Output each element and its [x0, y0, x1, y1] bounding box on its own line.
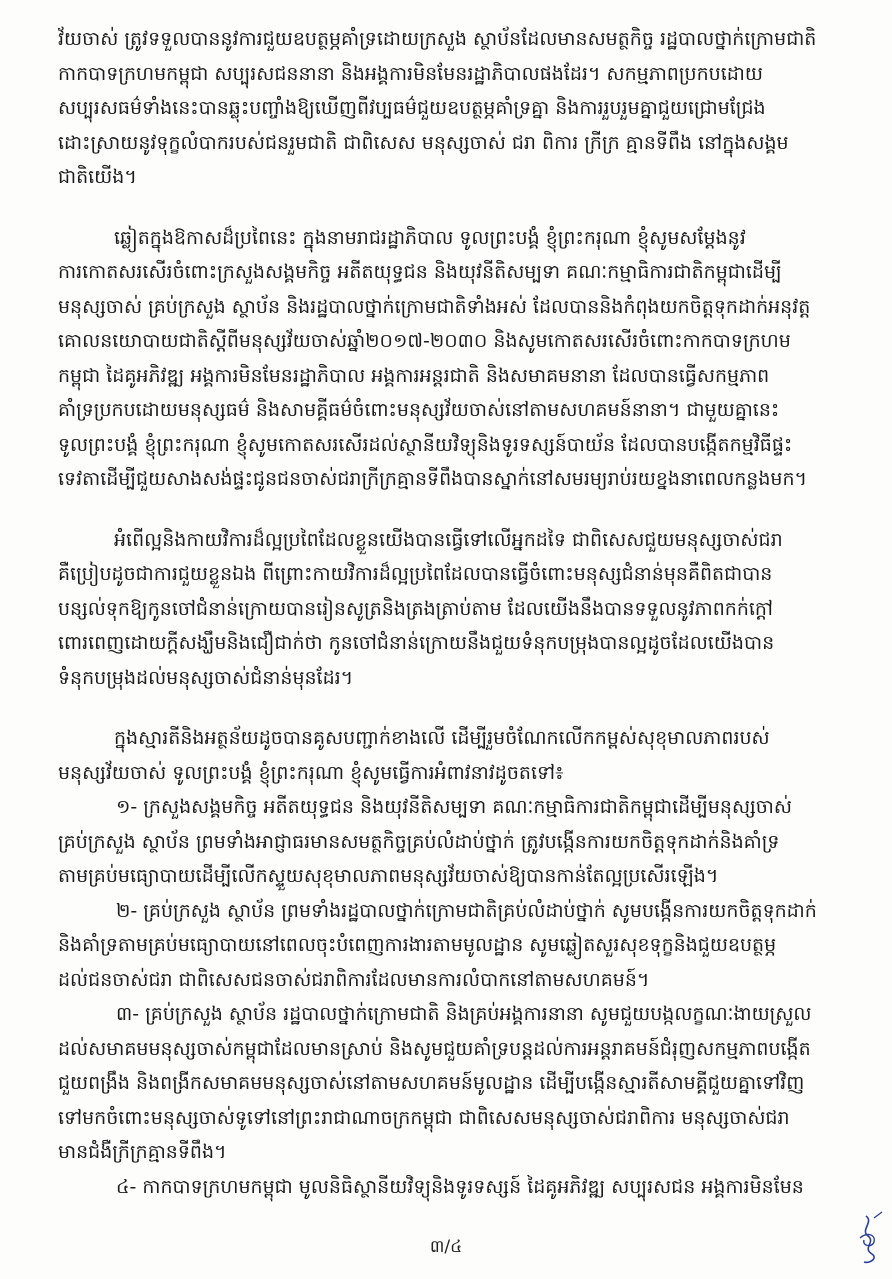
text-line: អំពើល្អនិងកាយវិការដ៏ល្អប្រពៃដែលខ្លួនយើងបានធ្វើទៅលើអ្នកដទៃ ជាពិសេសជួយមនុស្សចាស់ជរា: [114, 528, 783, 551]
numbered-item: [58, 997, 844, 1170]
text-line: គាំទ្រប្រកបដោយមនុស្សធម៌ និងសាមគ្គីធម៌ចំពោះមនុស្សវ័យចាស់នៅតាមសហគមន៍នានា។ ជាមួយគ្នានេះ: [58, 399, 780, 421]
paragraph: [58, 221, 844, 497]
text-line: ទំនុកបម្រុងដល់មនុស្សចាស់ជំនាន់មុនដែរ។: [58, 666, 354, 689]
text-line: ដោះស្រាយនូវទុក្ខលំបាករបស់ជនរួមជាតិ ជាពិសេស មនុស្សចាស់ ជរា ពិការ ក្រីក្រ គ្មានទីពឹង នៅក្នុងសង្គម: [58, 131, 789, 154]
text-line: សប្បុរសធម៌ទាំងនេះបានឆ្លុះបញ្ចាំងឱ្យឃើញពីវប្បធម៌ជួយឧបត្ថម្ភគាំទ្រគ្នា និងការរួបរួមគ្នាជួយជ្រោមជ្រែង: [58, 97, 766, 119]
text-line: កម្ពុជា ដៃគូអភិវឌ្ឍ អង្គការមិនមែនរដ្ឋាភិបាល អង្គការអន្តរជាតិ និងសមាគមនានា ដែលបានធ្វើសកម្មភាព: [58, 364, 770, 387]
paragraph: [58, 22, 844, 195]
signature-icon: [852, 1208, 888, 1268]
text-line: កាកបាទក្រហមកម្ពុជា សប្បុរសជននានា និងអង្គការមិនមែនរដ្ឋាភិបាលផងដែរ។ សកម្មភាពប្រកបដោយ: [58, 62, 763, 85]
text-line: ៣- គ្រប់ក្រសួង ស្ថាប័ន រដ្ឋបាលថ្នាក់ក្រោមជាតិ និងគ្រប់អង្គការនានា សូមជួយបង្កលក្ខណៈងាយស្រួល: [116, 1003, 812, 1025]
numbered-item: [58, 790, 844, 894]
text-line: គ្រប់ក្រសួង ស្ថាប័ន ព្រមទាំងអាជ្ញាធរមានសមត្ថកិច្ចគ្រប់លំដាប់ថ្នាក់ ត្រូវបង្កើនការយកចិត្តទុកដាក់និងគាំទ្រ: [58, 830, 780, 853]
text-line: មនុស្សវ័យចាស់ ទូលព្រះបង្គំ ខ្ញុំព្រះករុណា ខ្ញុំសូមធ្វើការអំពាវនាវដូចតទៅ៖: [58, 761, 564, 784]
text-line: ទៅមកចំពោះមនុស្សចាស់ទូទៅនៅព្រះរាជាណាចក្រកម្ពុជា ជាពិសេសមនុស្សចាស់ជរាពិការ មនុស្សចាស់ជរា: [58, 1106, 790, 1129]
paragraph: [58, 721, 844, 790]
text-line: ៤- កាកបាទក្រហមកម្ពុជា មូលនិធិស្ថានីយវិទ្យុនិងទូរទស្សន៍ ដៃគូអភិវឌ្ឍ សប្បុរសជន អង្គការមិនមែន: [116, 1175, 804, 1198]
text-line: ឆ្លៀតក្នុងឱកាសដ៏ប្រពៃនេះ ក្នុងនាមរាជរដ្ឋាភិបាល ទូលព្រះបង្គំ ខ្ញុំព្រះករុណា ខ្ញុំសូមសម្ដែងនូវ: [114, 226, 746, 249]
text-line: វ័យចាស់ ត្រូវទទួលបាននូវការជួយឧបត្ថម្ភគាំទ្រដោយក្រសួង ស្ថាប័នដែលមានសមត្ថកិច្ច រដ្ឋបាលថ្នាក់ក្រោមជាតិ: [58, 28, 817, 50]
text-line: ពោរពេញដោយក្ដីសង្ឃឹមនិងជឿជាក់ថា កូនចៅជំនាន់ក្រោយនឹងជួយទំនុកបម្រុងបានល្អដូចដែលយើងបាន: [58, 632, 775, 654]
text-line: និងគាំទ្រតាមគ្រប់មធ្យោបាយនៅពេលចុះបំពេញការងារតាមមូលដ្ឋាន សូមឆ្លៀតសួរសុខទុក្ខនិងជួយឧបត្ថម្ភ: [58, 934, 777, 956]
text-line: ជាតិយើង។: [58, 166, 137, 188]
text-line: មនុស្សចាស់ គ្រប់ក្រសួង ស្ថាប័ន និងរដ្ឋបាលថ្នាក់ក្រោមជាតិទាំងអស់ ដែលបាននិងកំពុងយកចិត្តទុកដាក់អនុវត្ត: [58, 295, 811, 318]
document-body: [58, 22, 844, 1204]
page-number: ៣/៤: [429, 1237, 463, 1257]
text-line: ជួយពង្រឹង និងពង្រីកសមាគមមនុស្សចាស់នៅតាមសហគមន៍មូលដ្ឋាន ដើម្បីបង្កើនស្មារតីសាមគ្គីជួយគ្នាទៅវិញ: [58, 1072, 805, 1094]
text-line: ក្នុងស្មារតីនិងអត្ថន័យដូចបានគូសបញ្ជាក់ខាងលើ ដើម្បីរួមចំណែកលើកកម្ពស់សុខុមាលភាពរបស់: [114, 727, 770, 749]
text-line: បន្សល់ទុកឱ្យកូនចៅជំនាន់ក្រោយបានរៀនសូត្រនិងត្រងត្រាប់តាម ដែលយើងនឹងបានទទួលនូវភាពកក់ក្ដៅ: [58, 597, 774, 620]
text-line: គោលនយោបាយជាតិស្ដីពីមនុស្សវ័យចាស់ឆ្នាំ២០១៧-២០៣០ និងសូមកោតសរសើរចំពោះកាកបាទក្រហម: [58, 330, 791, 352]
text-line: ដល់ជនចាស់ជរា ជាពិសេសជនចាស់ជរាពិការដែលមានការលំបាកនៅតាមសហគមន៍។: [58, 968, 650, 991]
text-line: តាមគ្រប់មធ្យោបាយដើម្បីលើកស្ទួយសុខុមាលភាពមនុស្សវ័យចាស់ឱ្យបានកាន់តែល្អប្រសើរឡើង។: [58, 865, 719, 887]
text-line: ទូលព្រះបង្គំ ខ្ញុំព្រះករុណា ខ្ញុំសូមកោតសរសើរដល់ស្ថានីយវិទ្យុនិងទូរទស្សន៍បាយ័ន ដែលបានបង្កើតកម្មវិធីផ្ទះ: [58, 433, 793, 456]
text-line: ការកោតសរសើរចំពោះក្រសួងសង្គមកិច្ច អតីតយុទ្ធជន និងយុវនីតិសម្បទា គណៈកម្មាធិការជាតិកម្ពុជាដើម្បី: [58, 261, 782, 283]
text-line: មានជំងឺក្រីក្រគ្មានទីពឹង។: [58, 1141, 227, 1163]
text-line: គឺប្រៀបដូចជាការជួយខ្លួនឯង ពីព្រោះកាយវិការដ៏ល្អប្រពៃដែលបានធ្វើចំពោះមនុស្សជំនាន់មុនគឺពិតជាបាន: [58, 563, 773, 585]
text-line: ១- ក្រសួងសង្គមកិច្ច អតីតយុទ្ធជន និងយុវនីតិសម្បទា គណៈកម្មាធិការជាតិកម្ពុជាដើម្បីមនុស្សចាស់: [116, 796, 792, 818]
numbered-item: [58, 1170, 844, 1205]
text-line: ២- គ្រប់ក្រសួង ស្ថាប័ន ព្រមទាំងរដ្ឋបាលថ្នាក់ក្រោមជាតិគ្រប់លំដាប់ថ្នាក់ សូមបង្កើនការយកចិត្តទុកដាក់: [116, 899, 817, 922]
numbered-item: [58, 894, 844, 998]
text-line: ដល់សមាគមមនុស្សចាស់កម្ពុជាដែលមានស្រាប់ និងសូមជួយគាំទ្របន្តដល់ការអន្តរាគមន៍ជំរុញសកម្មភាពបង្កើត: [58, 1037, 811, 1060]
paragraph: [58, 523, 844, 696]
text-line: ទេវតាដើម្បីជួយសាងសង់ផ្ទះជូនជនចាស់ជរាក្រីក្រគ្មានទីពឹងបានស្នាក់នៅសមរម្យរាប់រយខ្នងនាពេលកន្លងមក។: [58, 468, 808, 490]
